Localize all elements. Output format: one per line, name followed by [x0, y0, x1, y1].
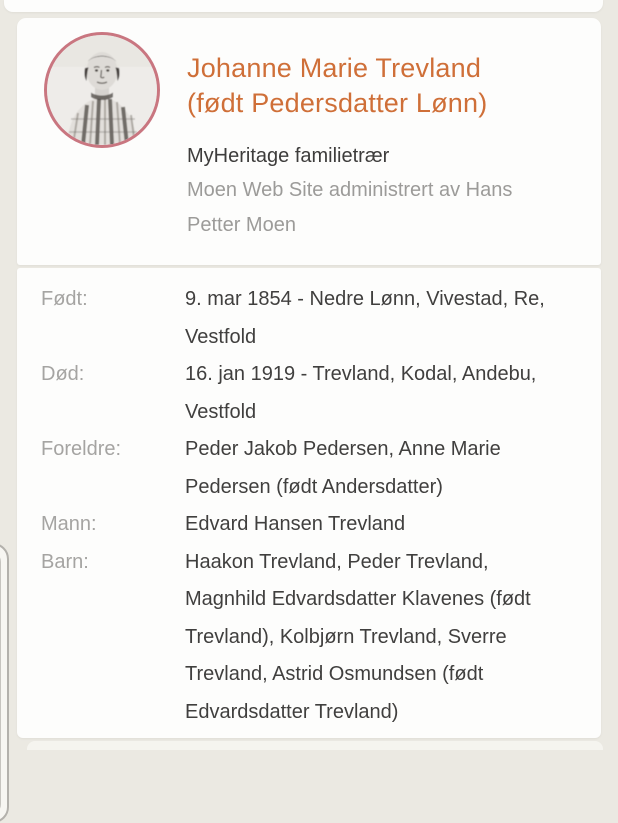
field-value-dod: 16. jan 1919 - Trevland, Kodal, Andebu, Vestfold	[185, 363, 537, 423]
detail-row-dod	[41, 356, 561, 431]
record-admin-label: Moen Web Site administrert av Hans Petter Moen	[187, 179, 513, 236]
portrait-icon	[47, 35, 157, 145]
detail-row-foreldre	[41, 431, 561, 506]
detail-row-barn	[41, 544, 561, 732]
person-name-title[interactable]: Johanne Marie Trevland (født Pedersdatter Lønn)	[187, 53, 488, 118]
field-value-foreldre: Peder Jakob Pedersen, Anne Marie Pedersen (født Andersdatter)	[185, 438, 501, 498]
field-label-barn: Barn:	[41, 550, 89, 573]
field-value-mann: Edvard Hansen Trevland	[185, 513, 406, 535]
record-header-card	[17, 18, 601, 265]
field-label-dod: Død:	[41, 363, 85, 385]
next-card-top-edge[interactable]	[27, 741, 603, 750]
field-value-barn: Haakon Trevland, Peder Trevland, Magnhild Edvardsdatter Klavenes (født Trevland), Kolbjørn Trevland, Sverre Trevland, Astrid Osmundsen (født Edvardsdatter Trevland)	[185, 550, 531, 723]
adjacent-card-left-edge[interactable]	[0, 543, 9, 823]
detail-row-fodt	[41, 281, 561, 356]
profile-photo[interactable]	[44, 32, 160, 148]
detail-row-mann	[41, 506, 561, 544]
field-label-mann: Mann:	[41, 513, 97, 535]
previous-card-bottom-edge[interactable]	[4, 0, 603, 12]
record-source-label: MyHeritage familietrær	[187, 145, 390, 167]
field-value-fodt: 9. mar 1854 - Nedre Lønn, Vivestad, Re, Vestfold	[185, 288, 545, 348]
detail-rows	[17, 268, 601, 731]
adjacent-card-inner-edge	[0, 551, 1, 815]
record-details-card	[17, 268, 601, 738]
field-label-fodt: Født:	[41, 288, 88, 310]
field-label-foreldre: Foreldre:	[41, 438, 122, 460]
